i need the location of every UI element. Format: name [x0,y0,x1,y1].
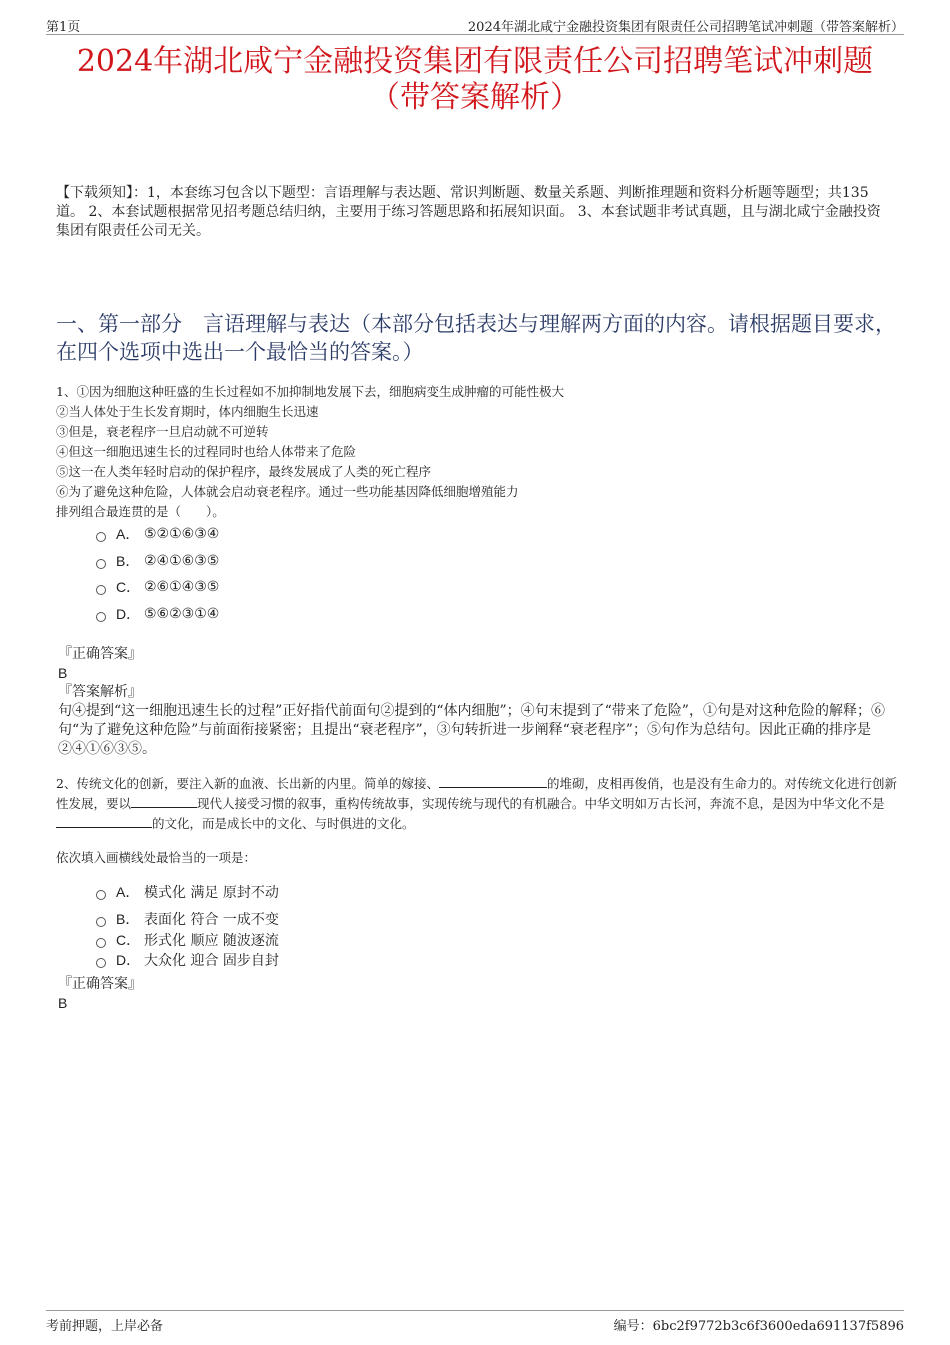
page-footer [46,1310,904,1334]
radio-icon[interactable] [96,917,106,927]
answer-value: B [58,995,68,1011]
answer-label: 『正确答案』 [58,646,142,662]
q1-option-c[interactable]: C． ②⑥①④③⑤ [96,574,219,601]
question-1-answer [58,645,894,759]
answer-label: 『正确答案』 [58,976,142,992]
question-1-stem [56,382,898,522]
radio-icon[interactable] [96,958,106,968]
q2-option-c[interactable]: C． 形式化 顺应 随波逐流 [96,932,279,947]
q1-line: ③但是，衰老程序一旦启动就不可逆转 [56,424,269,439]
radio-icon[interactable] [96,532,106,542]
q1-line: 1、①因为细胞这种旺盛的生长过程如不加抑制地发展下去，细胞病变生成肿瘤的可能性极大 [56,384,564,399]
q1-option-d[interactable]: D． ⑤⑥②③①④ [96,601,219,628]
radio-icon[interactable] [96,938,106,948]
question-2-options [96,879,279,974]
document-id: 编号：6bc2f9772b3c6f3600eda691137f5896 [613,1319,904,1334]
radio-icon[interactable] [96,585,106,595]
fill-blank-2 [131,795,197,808]
q1-line: ⑤这一在人类年轻时启动的保护程序，最终发展成了人类的死亡程序 [56,464,432,479]
q1-line: 排列组合最连贯的是（ ）。 [56,504,225,519]
section-heading: 一、第一部分 言语理解与表达（本部分包括表达与理解两方面的内容。请根据题目要求，在四个选项中选出一个最恰当的答案。） [56,312,896,364]
question-2-answer [58,975,894,1013]
q2-option-d[interactable]: D． 大众化 迎合 固步自封 [96,947,279,974]
title-line-1: 2024年湖北咸宁金融投资集团有限责任公司招聘笔试冲刺题 [76,44,874,79]
q1-line: ④但这一细胞迅速生长的过程同时也给人体带来了危险 [56,444,357,459]
radio-icon[interactable] [96,559,106,569]
q2-option-a[interactable]: A． 模式化 满足 原封不动 [96,879,279,906]
page-title [40,44,910,116]
page-number: 第1页 [46,20,81,35]
title-line-2: （带答案解析） [370,80,580,115]
q2-option-b[interactable]: B． 表面化 符合 一成不变 [96,906,279,933]
q1-line: ⑥为了避免这种危险，人体就会启动衰老程序。通过一些功能基因降低细胞增殖能力 [56,484,519,499]
page-header [46,14,904,35]
download-notice: 【下载须知】：1，本套练习包含以下题型：言语理解与表达题、常识判断题、数量关系题、判断推理题和资料分析题等题型；共135道。 2、本套试题根据常见招考题总结归纳，主要用于练习答题思路和拓展知识面。 3、本套试题非考试真题，且与湖北咸宁金融投资集团有限责任公司无关。 [56,185,881,239]
fill-blank-1 [439,775,547,788]
answer-value: B [58,665,68,681]
q1-line: ②当人体处于生长发育期时，体内细胞生长迅速 [56,404,319,419]
fill-blank-3 [56,815,152,828]
analysis-text: 句④提到“这一细胞迅速生长的过程”正好指代前面句②提到的“体内细胞”；④句末提到了“带来了危险”，①句是对这种危险的解释；⑥句“为了避免这种危险”与前面衔接紧密；且提出“衰老程序”，③句转折进一步阐释“衰老程序”；⑤句作为总结句。因此正确的排序是②④①⑥③⑤。 [58,703,885,757]
header-doc-title: 2024年湖北咸宁金融投资集团有限责任公司招聘笔试冲刺题（带答案解析） [467,20,904,35]
footer-slogan: 考前押题，上岸必备 [46,1319,164,1334]
radio-icon[interactable] [96,612,106,622]
q1-option-b[interactable]: B． ②④①⑥③⑤ [96,548,219,575]
question-2-stem: 2、传统文化的创新，要注入新的血液、长出新的内里。简单的嫁接、 的堆砌，皮相再俊俏，也是没有生命力的。对传统文化进行创新性发展，要以 现代人接受习惯的叙事，重构传统故事，实现传统与现代的有机融合。中华文明如万古长河，奔流不息，是因为中华文化不是的文化，而是成长中的文化、与时俱进的文化。 [56,776,897,831]
radio-icon[interactable] [96,890,106,900]
q1-option-a[interactable]: A． ⑤②①⑥③④ [96,521,219,548]
analysis-label: 『答案解析』 [58,684,142,700]
question-1-options [96,521,219,627]
question-2-prompt: 依次填入画横线处最恰当的一项是： [56,850,257,865]
